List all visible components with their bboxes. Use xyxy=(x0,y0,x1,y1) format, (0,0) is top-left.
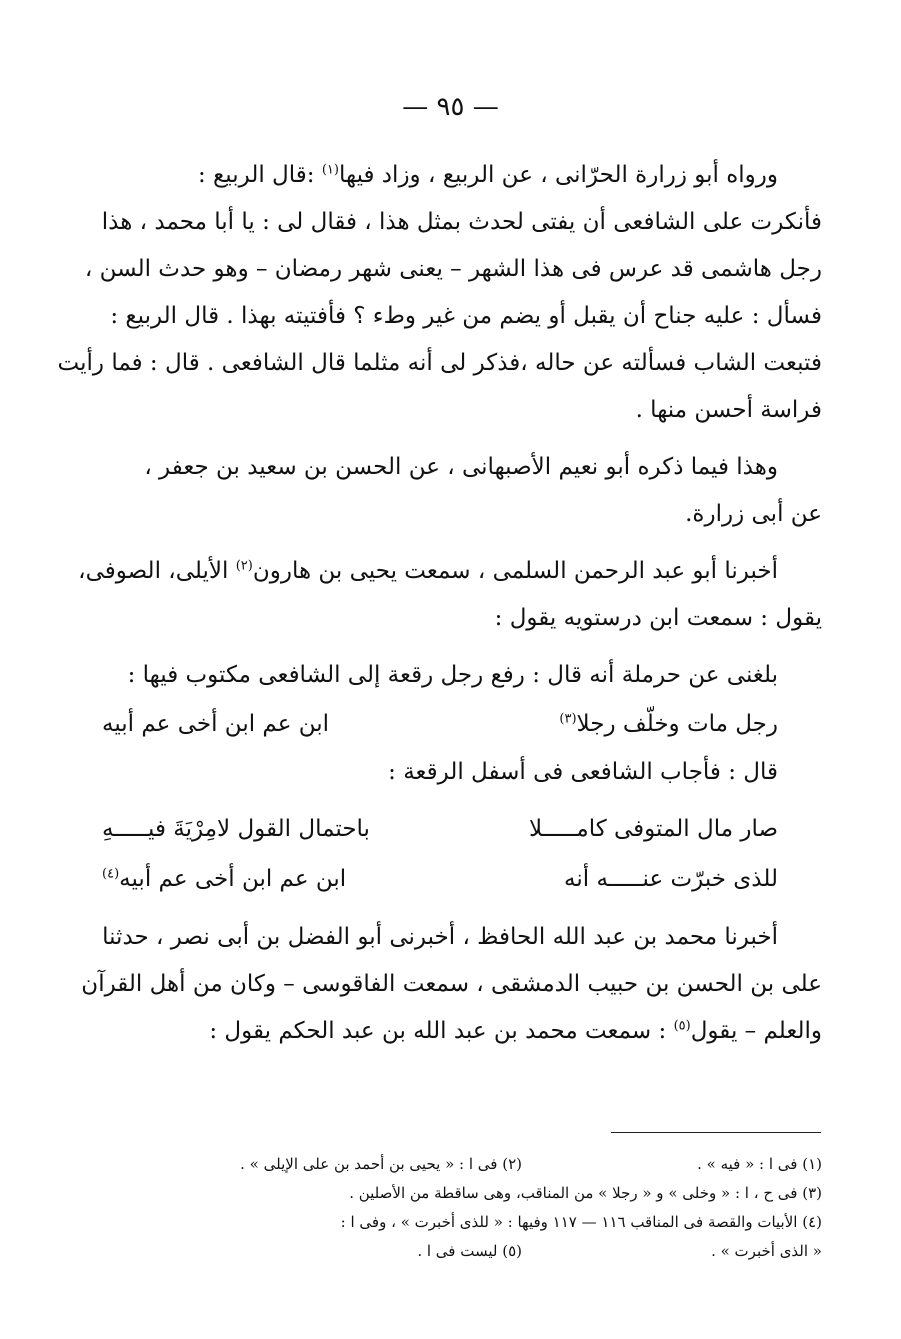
footnote-5: (٥) ليست فى ا . xyxy=(417,1242,522,1260)
footnote-1: (١) فى ا : « فيه » . xyxy=(697,1155,822,1173)
text-line: فتبعت الشاب فسألته عن حاله ،فذكر لى أنه مثلما قال الشافعى . قال : فما رأيت xyxy=(57,350,822,376)
text-segment: الأيلى، الصوفى، xyxy=(78,558,236,584)
text-line xyxy=(82,1008,822,1055)
footnote-2: (٢) فى ا : « يحيى بن أحمد بن على الإيلى » . xyxy=(240,1155,522,1173)
verse-second-hemistich: باحتمال القول لامِرْيَةَ فيـــــهِ xyxy=(102,816,370,842)
text-line: أخبرنا محمد بن عبد الله الحافظ ، أخبرنى أبو الفضل بن أبى نصر ، حدثنا xyxy=(102,924,778,950)
text-line: بلغنى عن حرملة أنه قال : رفع رجل رقعة إلى الشافعى مكتوب فيها : xyxy=(127,662,778,688)
text-line xyxy=(78,548,822,595)
verse-line xyxy=(82,699,822,749)
footnotes xyxy=(82,1150,822,1266)
verse-second-hemistich xyxy=(102,854,346,904)
text-line: يقول : سمعت ابن درستويه يقول : xyxy=(494,605,822,631)
text-line: فراسة أحسن منها . xyxy=(635,397,822,423)
text-segment: ورواه أبو زرارة الحرّانى ، عن الربيع ، وزاد فيها xyxy=(338,162,778,188)
verse-first-hemistich: صار مال المتوفى كامـــــلا xyxy=(529,816,778,842)
footnote-marker: (٢) xyxy=(235,558,253,574)
text-segment: رجل مات وخلّف رجلا xyxy=(576,711,778,737)
verse-line xyxy=(82,854,822,904)
verse-second-hemistich: ابن عم ابن أخى عم أبيه xyxy=(102,711,330,737)
verse-line xyxy=(82,804,822,854)
text-line: وهذا فيما ذكره أبو نعيم الأصبهانى ، عن الحسن بن سعيد بن جعفر ، xyxy=(144,454,778,480)
text-segment: والعلم – يقول xyxy=(690,1018,822,1044)
footnote-marker: (٥) xyxy=(673,1018,691,1034)
text-line: عن أبى زرارة. xyxy=(685,501,822,527)
footnote-4-continued: « الذى أخبرت » . xyxy=(711,1242,822,1260)
text-segment: :قال الربيع : xyxy=(197,162,322,188)
footnote-separator xyxy=(611,1132,821,1133)
footnote-marker: (٣) xyxy=(559,711,577,727)
verse-first-hemistich: للذى خبرّت عنـــــه أنه xyxy=(564,866,778,892)
main-text xyxy=(57,152,822,1055)
footnote-row xyxy=(82,1237,822,1266)
footnote-3: (٣) فى ح ، ا : « وخلى » و « رجلا » من المناقب، وهى ساقطة من الأصلين . xyxy=(349,1184,822,1202)
text-segment: ابن عم ابن أخى عم أبيه xyxy=(119,866,347,892)
text-line: قال : فأجاب الشافعى فى أسفل الرقعة : xyxy=(388,759,778,785)
text-line xyxy=(82,152,822,199)
footnote-4: (٤) الأبيات والقصة فى المناقب ١١٦ — ١١٧ وفيها : « للذى أخبرت » ، وفى ا : xyxy=(340,1213,822,1231)
text-line: على بن الحسن بن حبيب الدمشقى ، سمعت الفاقوسى – وكان من أهل القرآن xyxy=(81,971,822,997)
text-segment: أخبرنا أبو عبد الرحمن السلمى ، سمعت يحيى بن هارون xyxy=(252,558,778,584)
page-number: — ٩٥ — xyxy=(402,92,499,122)
footnote-marker: (١) xyxy=(321,162,339,178)
verse-first-hemistich xyxy=(559,699,778,749)
footnote-row xyxy=(82,1150,822,1179)
footnote-marker: (٤) xyxy=(102,866,120,882)
text-line: فسأل : عليه جناح أن يقبل أو يضم من غير وطء ؟ فأفتيته بهذا . قال الربيع : xyxy=(110,303,822,329)
text-line: رجل هاشمى قد عرس فى هذا الشهر – يعنى شهر رمضان – وهو حدث السن ، xyxy=(84,256,822,282)
text-line: فأنكرت على الشافعى أن يفتى لحدث بمثل هذا ، فقال لى : يا أبا محمد ، هذا xyxy=(101,209,822,235)
text-segment: : سمعت محمد بن عبد الله بن عبد الحكم يقول : xyxy=(209,1018,674,1044)
